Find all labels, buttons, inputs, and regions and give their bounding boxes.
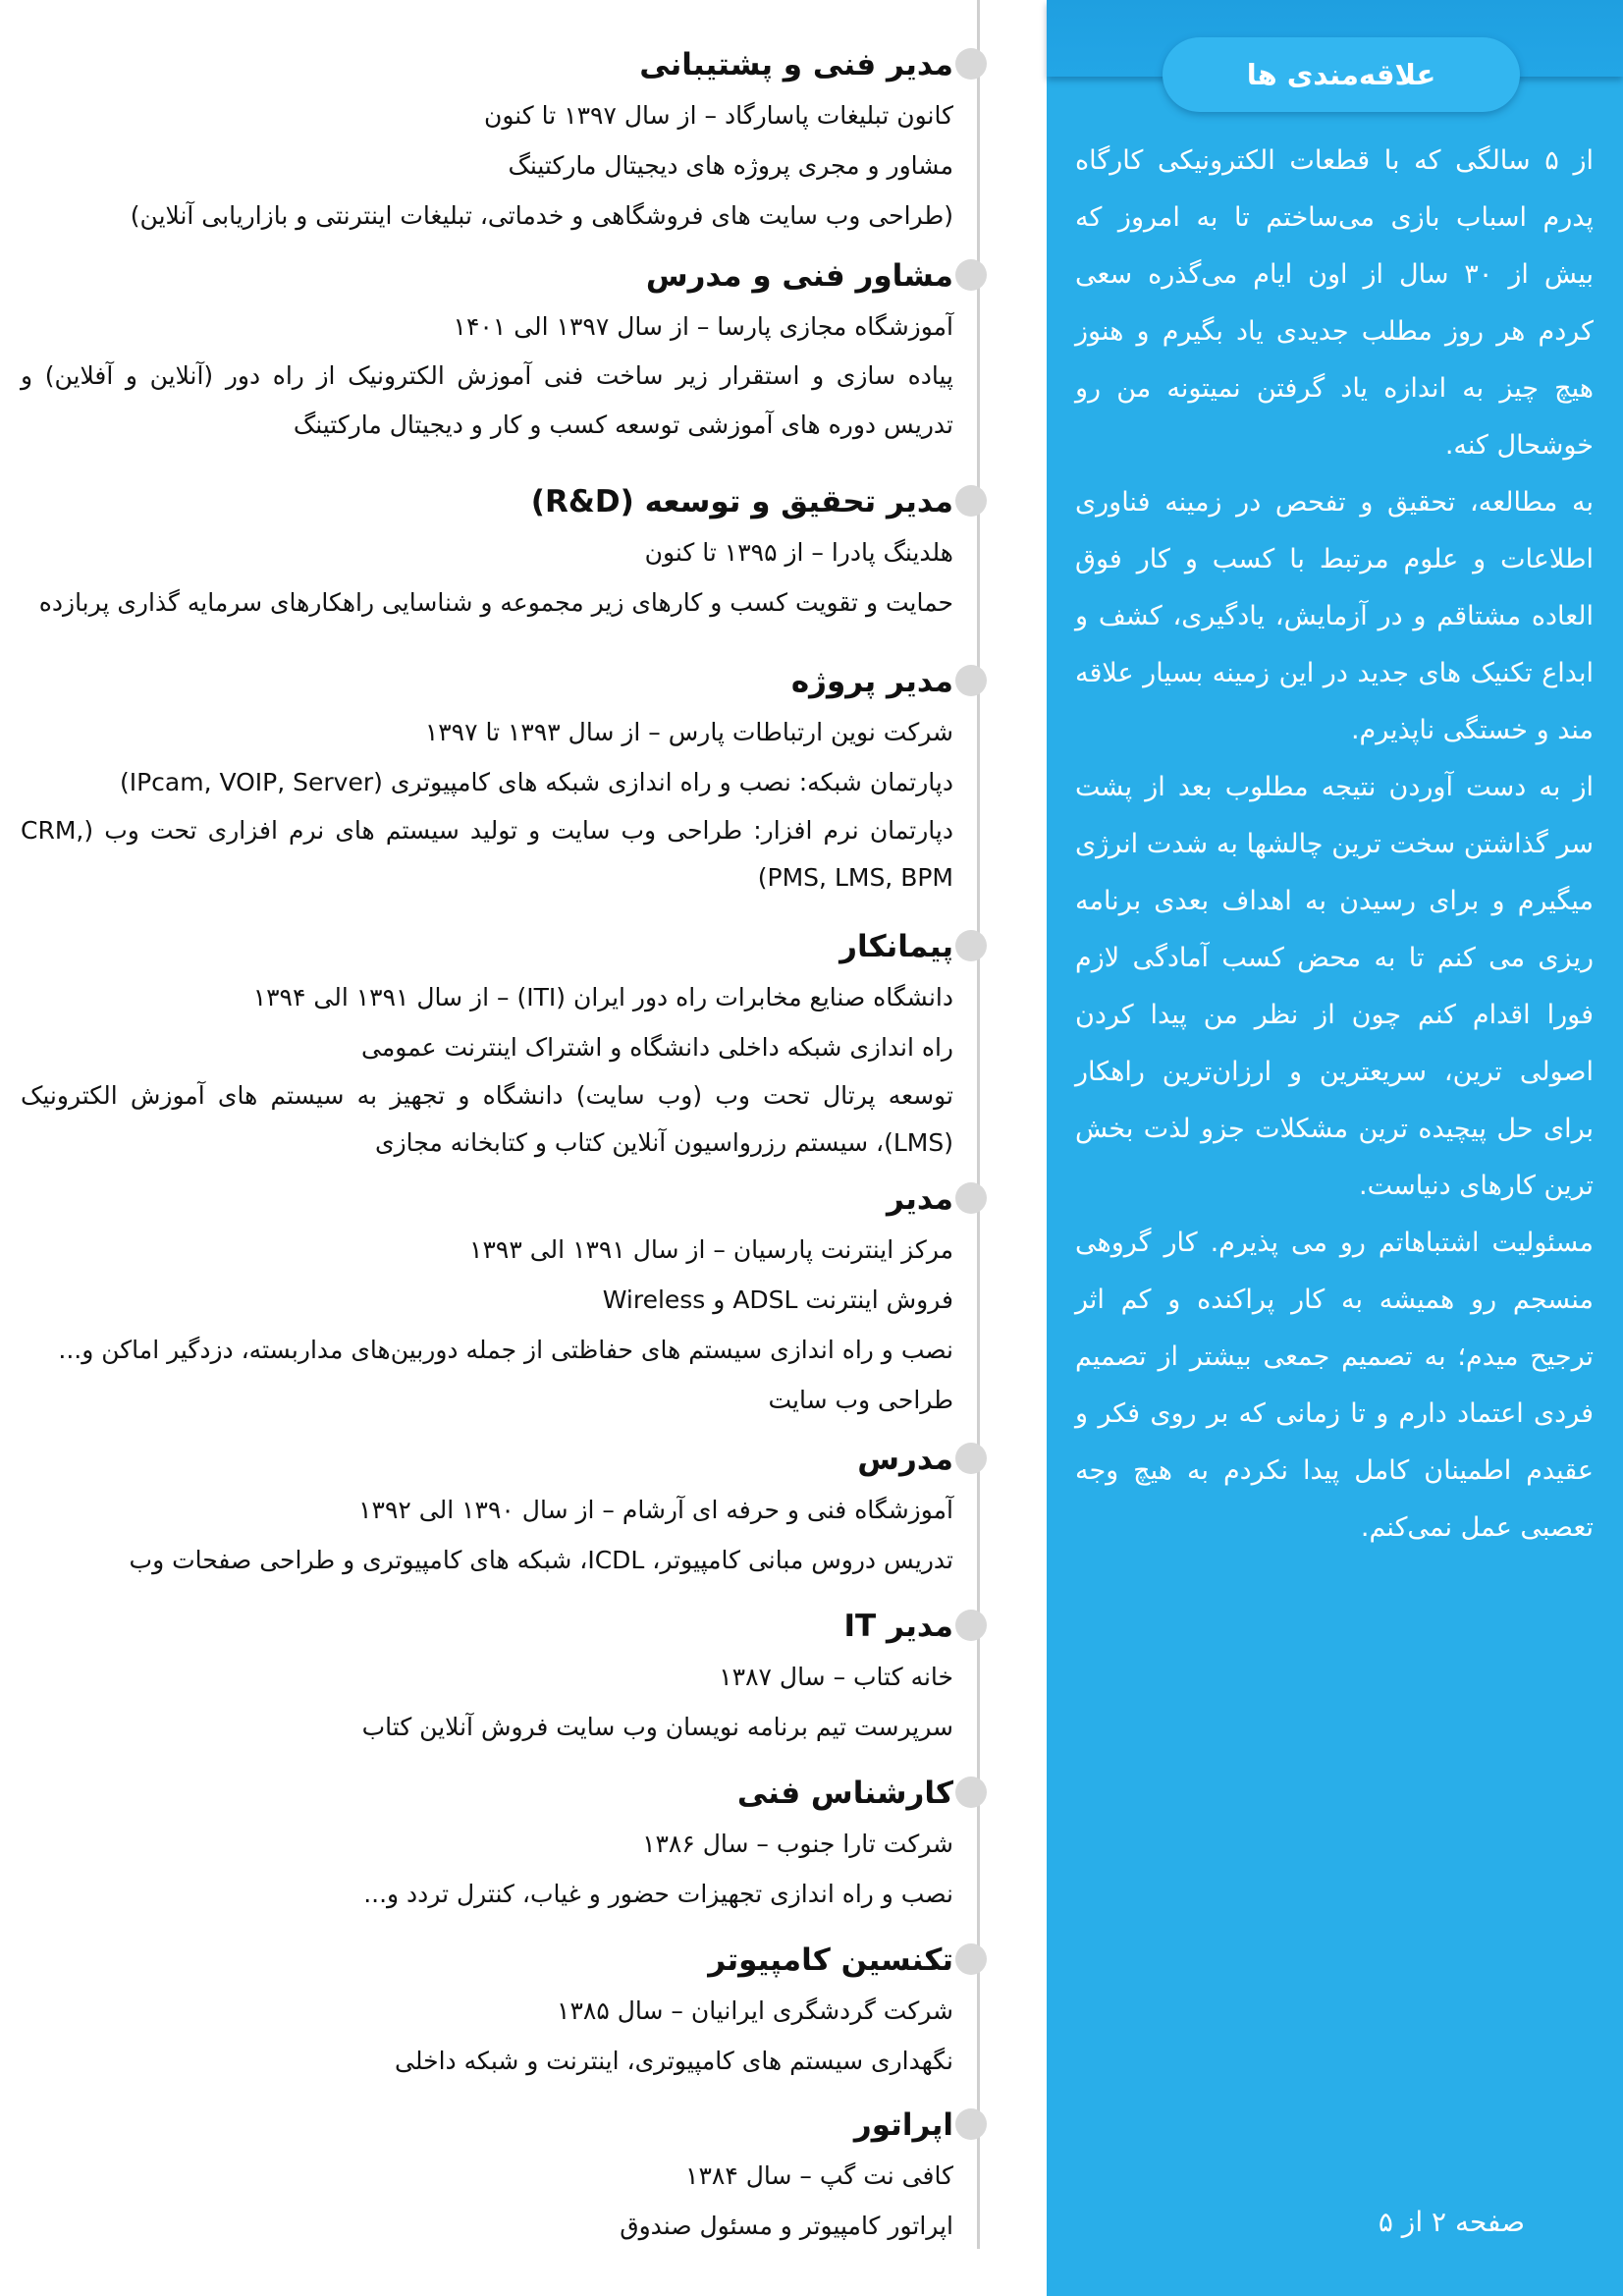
job-company: شرکت گردشگری ایرانیان – سال ۱۳۸۵ [557,1996,953,2025]
job-title: مشاور فنی و مدرس [645,258,953,294]
job-detail: راه اندازی شبکه داخلی دانشگاه و اشتراک اینترنت عمومی [361,1033,953,1062]
job-title: مدیر تحقیق و توسعه (R&D) [530,484,953,519]
job-title: مدیر [886,1181,953,1217]
job-company: خانه کتاب – سال ۱۳۸۷ [719,1663,953,1691]
job-title: مدیر IT [843,1609,953,1644]
experience-item [21,476,953,628]
interests-text [1075,133,1594,1557]
experience-item [21,2100,953,2251]
timeline-dot [955,930,987,961]
timeline-dot [955,2108,987,2140]
job-title: مدرس [857,1442,953,1477]
interests-title: علاقه‌مندی ها [1246,58,1436,91]
timeline-dot [955,665,987,696]
job-detail: دپارتمان نرم افزار: طراحی وب سایت و تولید سیستم های نرم افزاری تحت وب (CRM, PMS, LMS, BPM) [21,816,953,892]
job-company: آموزشگاه فنی و حرفه ای آرشام – از سال ۱۳۹۰ الی ۱۳۹۲ [358,1496,953,1524]
experience-item [21,250,953,450]
job-detail: اپراتور کامپیوتر و مسئول صندوق [620,2212,953,2240]
experience-item [21,656,953,902]
job-title: اپراتور [853,2107,953,2143]
timeline-dot [955,1182,987,1214]
job-company: مرکز اینترنت پارسیان – از سال ۱۳۹۱ الی ۱۳۹۳ [469,1235,953,1264]
job-title: پیمانکار [839,929,953,964]
interests-paragraph: از ۵ سالگی که با قطعات الکترونیکی کارگاه پدرم اسباب بازی می‌ساختم تا به امروز که بیش از ۳۰ سال از اون ایام می‌گذره سعی کردم هر روز مطلب جدیدی یاد بگیرم و هنوز هیچ چیز به اندازه یاد گرفتن نمیتونه من رو خوشحال کنه. [1075,145,1594,461]
job-detail: سرپرست تیم برنامه نویسان وب سایت فروش آنلاین کتاب [361,1713,953,1741]
timeline-dot [955,1943,987,1975]
job-detail: (طراحی وب سایت های فروشگاهی و خدماتی، تبلیغات اینترنتی و بازاریابی آنلاین) [130,201,953,230]
job-detail: نگهداری سیستم های کامپیوتری، اینترنت و شبکه داخلی [395,2047,953,2075]
job-detail: نصب و راه اندازی تجهیزات حضور و غیاب، کنترل تردد و... [363,1880,953,1908]
interests-paragraph: مسئولیت اشتباهاتم رو می پذیرم. کار گروهی منسجم رو همیشه به کار پراکنده و کم اثر ترجیح میدم؛ به تصمیم جمعی بیشتر از تصمیم فردی اعتماد دارم و تا زمانی که بر روی فکر و عقیدم اطمینان کامل پیدا نکردم به هیچ وجه تعصبی عمل نمی‌کنم. [1075,1228,1594,1543]
job-detail: پیاده سازی و استقرار زیر ساخت فنی آموزش الکترونیک از راه دور (آنلاین و آفلاین) و تدریس دوره های آموزشی توسعه کسب و کار و دیجیتال مارکتینگ [21,361,953,439]
interests-header [1163,37,1520,112]
interests-paragraph: به مطالعه، تحقیق و تفحص در زمینه فناوری اطلاعات و علوم مرتبط با کسب و کار فوق العاده مشتاقم و در آزمایش، یادگیری، کشف و ابداع تکنیک های جدید در این زمینه بسیار علاقه مند و خستگی ناپذیرم. [1075,487,1594,745]
job-company: شرکت نوین ارتباطات پارس – از سال ۱۳۹۳ تا ۱۳۹۷ [424,718,953,746]
timeline-dot [955,1443,987,1474]
job-company: کافی نت گپ – سال ۱۳۸۴ [685,2161,953,2190]
timeline-dot [955,1610,987,1641]
job-detail: حمایت و تقویت کسب و کارهای زیر مجموعه و شناسایی راهکارهای سرمایه گذاری پربازده [38,588,953,617]
experience-item [21,1935,953,2086]
timeline-dot [955,485,987,517]
experience-item [21,1601,953,1752]
job-detail: طراحی وب سایت [768,1386,953,1414]
timeline-dot [955,1777,987,1808]
job-detail: دپارتمان شبکه: نصب و راه اندازی شبکه های کامپیوتری (IPcam, VOIP, Server) [119,768,953,796]
job-title: تکنسین کامپیوتر [708,1942,953,1978]
experience-item [21,1174,953,1425]
page-number: صفحه ۲ از ۵ [1378,2206,1525,2238]
job-detail: نصب و راه اندازی سیستم های حفاظتی از جمله دوربین‌های مداربسته، دزدگیر اماکن و... [58,1336,953,1364]
job-title: مدیر پروژه [790,664,953,699]
timeline-line [977,0,980,2249]
job-detail: مشاور و مجری پروژه های دیجیتال مارکتینگ [508,151,953,180]
experience-item [21,39,953,241]
job-detail: فروش اینترنت ADSL و Wireless [602,1285,953,1314]
interests-paragraph: از به دست آوردن نتیجه مطلوب بعد از پشت سر گذاشتن سخت ترین چالشها به شدت انرژی میگیرم و برای رسیدن به اهداف بعدی برنامه ریزی می کنم تا به محض کسب آمادگی لازم فورا اقدام کنم چون از نظر من پیدا کردن اصولی ترین، سریعترین و ارزان‌ترین راهکار برای حل پیچیده ترین مشکلات جزو لذت بخش ترین کارهای دنیاست. [1075,772,1594,1201]
job-title: مدیر فنی و پشتیبانی [639,47,953,82]
job-detail: توسعه پرتال تحت وب (وب سایت) دانشگاه و تجهیز به سیستم های آموزش الکترونیک (LMS)، سیستم رزرواسیون آنلاین کتاب و کتابخانه مجازی [21,1081,953,1157]
job-detail: تدریس دروس مبانی کامپیوتر، ICDL، شبکه های کامپیوتری و طراحی صفحات وب [129,1546,953,1574]
job-title: کارشناس فنی [736,1776,953,1811]
job-company: شرکت تارا جنوب – سال ۱۳۸۶ [642,1830,953,1858]
experience-item [21,921,953,1167]
experience-item [21,1768,953,1919]
timeline-dot [955,48,987,80]
job-company: هلدینگ پادرا – از ۱۳۹۵ تا کنون [644,538,953,567]
experience-item [21,1434,953,1585]
job-company: آموزشگاه مجازی پارسا – از سال ۱۳۹۷ الی ۱۴۰۱ [453,312,953,341]
job-company: کانون تبلیغات پاسارگاد – از سال ۱۳۹۷ تا کنون [483,101,953,130]
timeline-dot [955,259,987,291]
interests-sidebar [1047,0,1623,2296]
job-company: دانشگاه صنایع مخابرات راه دور ایران (ITI) – از سال ۱۳۹۱ الی ۱۳۹۴ [252,983,953,1011]
